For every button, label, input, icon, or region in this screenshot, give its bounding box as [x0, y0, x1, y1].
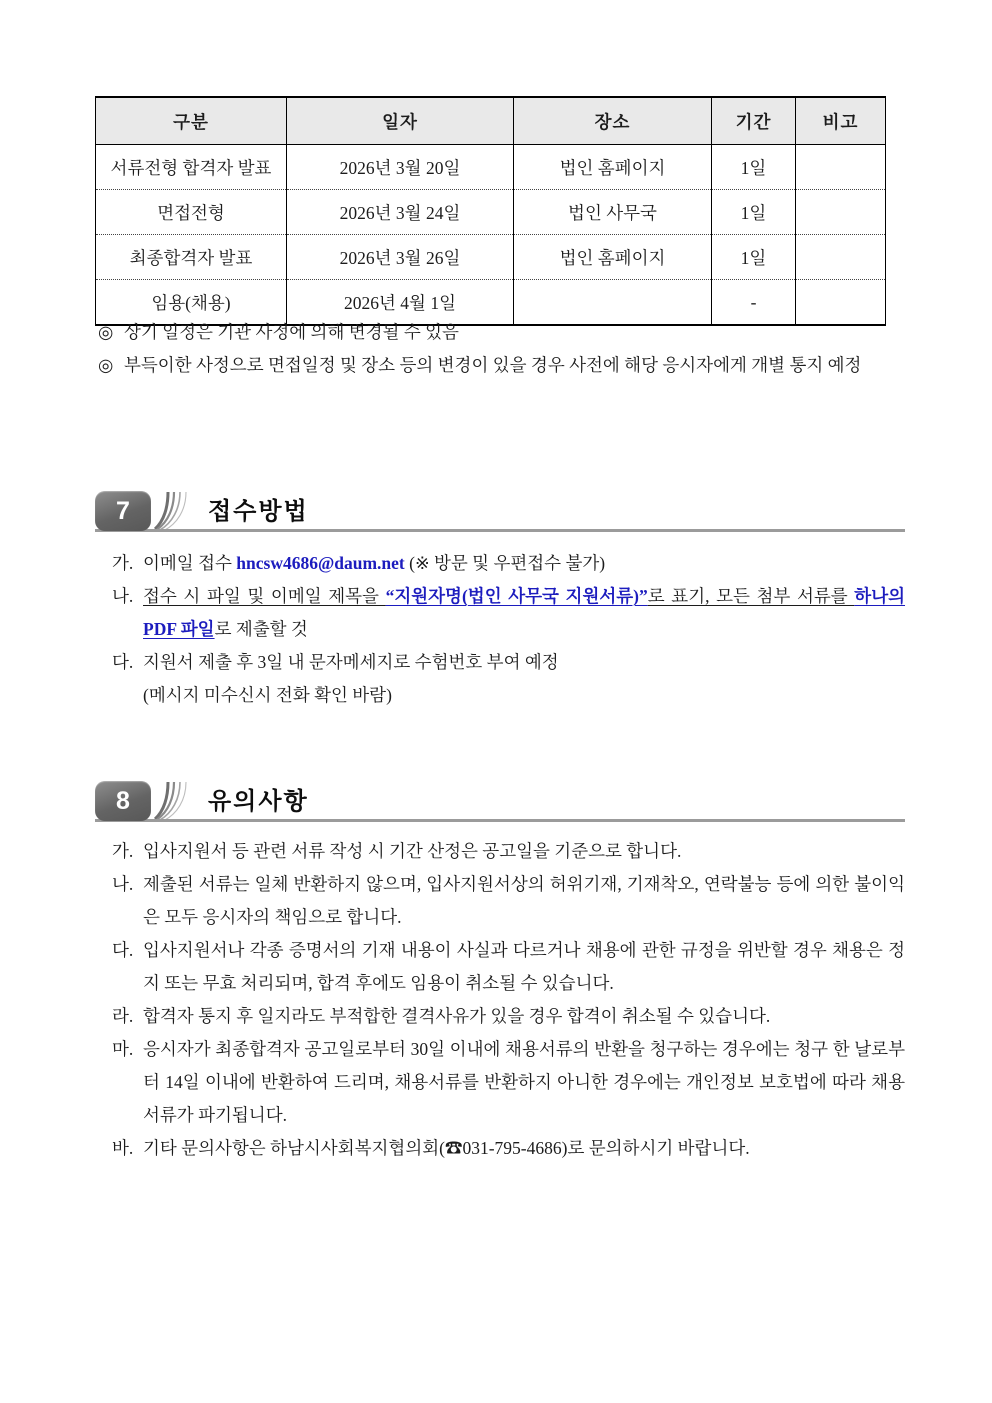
- table-header-cell: 구분: [96, 97, 287, 145]
- list-item: [112, 679, 905, 712]
- item-body: [143, 580, 905, 646]
- item-body: [143, 868, 905, 934]
- table-cell: [796, 235, 886, 280]
- list-item: [112, 934, 905, 1000]
- list-item: [112, 580, 905, 646]
- list-item: [112, 1132, 905, 1165]
- schedule-table: [95, 96, 886, 326]
- schedule-table-wrap: [95, 96, 885, 326]
- text-segment: (※ 방문 및 우편접수 불가): [404, 553, 606, 573]
- list-item: [112, 547, 905, 580]
- text-segment: 기타 문의사항은 하남시사회복지협의회(: [143, 1138, 445, 1158]
- table-cell: 1일: [712, 145, 796, 190]
- table-cell: [796, 145, 886, 190]
- page-curl-icon: [154, 491, 188, 531]
- section-8-header: [95, 778, 905, 822]
- table-header-cell: 기간: [712, 97, 796, 145]
- email-link[interactable]: hncsw4686@daum.net: [236, 553, 405, 573]
- section-7: [95, 488, 905, 712]
- text-segment: 응시자가 최종합격자 공고일로부터 30일 이내에 채용서류의 반환을 청구하는 경우에는 청구 한 날로부터 14일 이내에 반환하여 드리며, 채용서류를 반환하지 아니한 경우에는 개인정보 보호법에 따라 채용서류가 파기됩니다.: [143, 1039, 905, 1125]
- text-segment: 입사지원서나 각종 증명서의 기재 내용이 사실과 다르거나 채용에 관한 규정을 위반할 경우 채용은 정지 또는 무효 처리되며, 합격 후에도 임용이 취소될 수 있습니다.: [143, 940, 905, 993]
- text-segment: 접수 시 파일 및 이메일 제목을: [143, 586, 386, 606]
- item-label: 다.: [112, 940, 134, 960]
- phone-icon: ☎: [444, 1138, 463, 1158]
- item-label: 나.: [112, 586, 134, 606]
- table-notes: [98, 316, 904, 382]
- text-segment: 지원서 제출 후 3일 내 문자메세지로 수험번호 부여 예정: [143, 652, 559, 672]
- text-segment: 로 표기, 모든 첨부 서류를: [647, 586, 855, 606]
- item-body: [143, 1132, 905, 1165]
- text-segment: (메시지 미수신시 전화 확인 바람): [143, 685, 392, 705]
- section-rule: [95, 529, 905, 532]
- table-header-cell: 장소: [514, 97, 712, 145]
- table-header-cell: 일자: [287, 97, 514, 145]
- item-body: [143, 679, 905, 712]
- note-item: [98, 316, 904, 349]
- table-cell: 2026년 3월 26일: [287, 235, 514, 280]
- table-row: [96, 235, 886, 280]
- note-item: [98, 349, 904, 382]
- text-segment: 031-795-4686)로 문의하시기 바랍니다.: [462, 1138, 750, 1158]
- item-label: [112, 679, 143, 712]
- table-cell: 서류전형 합격자 발표: [96, 145, 287, 190]
- item-label: 마.: [112, 1039, 134, 1059]
- table-cell: 임용(채용): [96, 280, 287, 326]
- section-number: 8: [116, 786, 130, 815]
- table-cell: 법인 홈페이지: [514, 145, 712, 190]
- double-circle-bullet-icon: ◎: [98, 355, 114, 375]
- table-cell: 1일: [712, 190, 796, 235]
- text-segment: 로 제출할 것: [214, 619, 308, 639]
- page-curl-icon: [154, 781, 188, 821]
- section-8-body: [95, 835, 905, 1165]
- table-cell: [796, 190, 886, 235]
- item-body: [143, 934, 905, 1000]
- note-text: 부득이한 사정으로 면접일정 및 장소 등의 변경이 있을 경우 사전에 해당 응시자에게 개별 통지 예정: [124, 355, 862, 375]
- section-title: 접수방법: [208, 498, 309, 525]
- list-item: [112, 835, 905, 868]
- table-cell: -: [712, 280, 796, 326]
- table-row: [96, 145, 886, 190]
- item-label: 라.: [112, 1006, 134, 1026]
- item-body: [143, 1000, 905, 1033]
- note-text: 상기 일정은 기관 사정에 의해 변경될 수 있음: [124, 322, 459, 342]
- item-body: [143, 646, 905, 679]
- text-segment: “지원자명(법인 사무국 지원서류)”: [385, 586, 648, 606]
- list-item: [112, 1000, 905, 1033]
- section-rule: [95, 819, 905, 822]
- table-cell: 1일: [712, 235, 796, 280]
- table-header-row: [96, 97, 886, 145]
- table-header-cell: 비고: [796, 97, 886, 145]
- section-title: 유의사항: [208, 788, 309, 815]
- item-body: [143, 1033, 905, 1132]
- table-cell: 법인 홈페이지: [514, 235, 712, 280]
- item-label: 가.: [112, 553, 134, 573]
- table-cell: 2026년 3월 20일: [287, 145, 514, 190]
- item-label: 다.: [112, 652, 134, 672]
- table-cell: 2026년 3월 24일: [287, 190, 514, 235]
- list-item: [112, 1033, 905, 1132]
- section-8: [95, 778, 905, 1165]
- text-segment: 하나의 PDF 파일: [143, 586, 906, 639]
- table-cell: 법인 사무국: [514, 190, 712, 235]
- double-circle-bullet-icon: ◎: [98, 322, 114, 342]
- table-cell: 최종합격자 발표: [96, 235, 287, 280]
- text-segment: 합격자 통지 후 일지라도 부적합한 결격사유가 있을 경우 합격이 취소될 수 있습니다.: [143, 1006, 771, 1026]
- item-label: 가.: [112, 841, 134, 861]
- section-number-badge: [95, 781, 151, 821]
- item-body: [143, 835, 905, 868]
- text-segment: 입사지원서 등 관련 서류 작성 시 기간 산정은 공고일을 기준으로 합니다.: [143, 841, 682, 861]
- item-label: 나.: [112, 874, 134, 894]
- table-body: [96, 145, 886, 326]
- text-segment: 제출된 서류는 일체 반환하지 않으며, 입사지원서상의 허위기재, 기재착오, 연락불능 등에 의한 불이익은 모두 응시자의 책임으로 합니다.: [143, 874, 905, 927]
- text-segment: 이메일 접수: [143, 553, 237, 573]
- table-cell: 2026년 4월 1일: [287, 280, 514, 326]
- section-7-body: [95, 547, 905, 712]
- item-label: 바.: [112, 1138, 134, 1158]
- section-number: 7: [116, 496, 130, 525]
- list-item: [112, 868, 905, 934]
- table-cell: 면접전형: [96, 190, 287, 235]
- list-item: [112, 646, 905, 679]
- table-row: [96, 190, 886, 235]
- item-body: [143, 547, 905, 580]
- section-7-header: [95, 488, 905, 532]
- section-number-badge: [95, 491, 151, 531]
